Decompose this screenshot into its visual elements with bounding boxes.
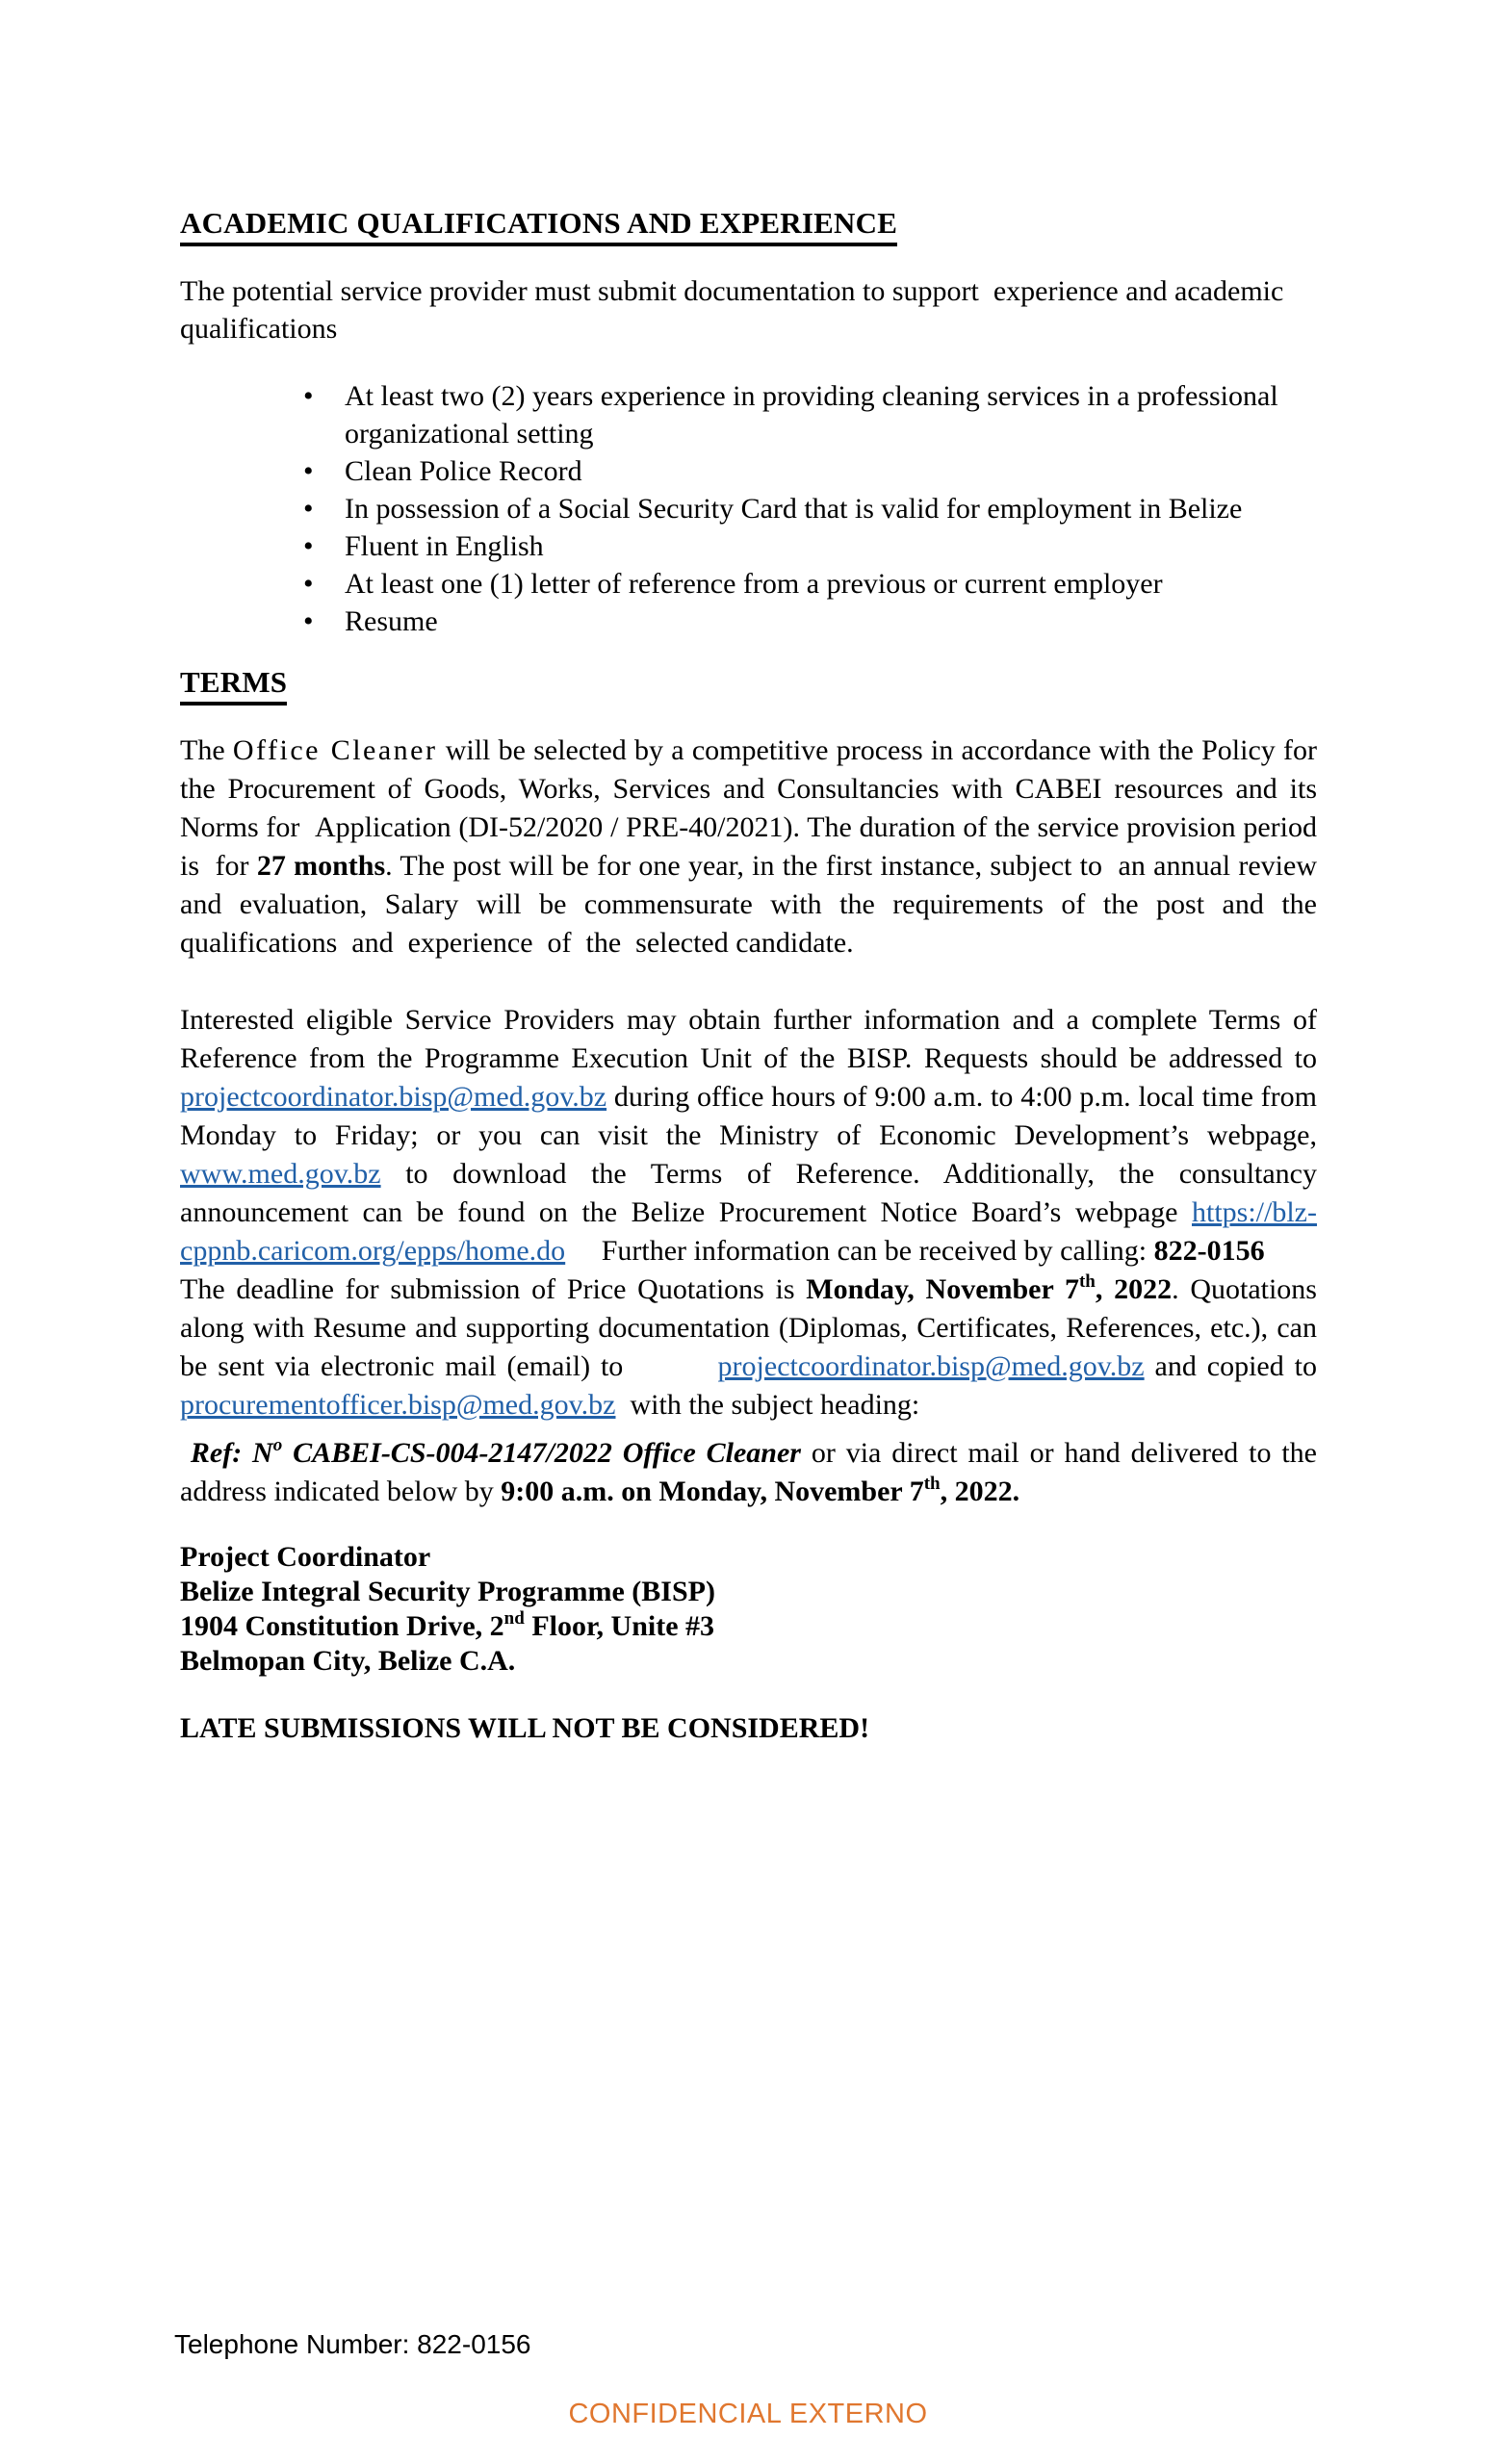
address-block bbox=[180, 1540, 1317, 1679]
projectcoordinator-email-link[interactable]: projectcoordinator.bisp@med.gov.bz bbox=[180, 1081, 607, 1113]
terms-paragraph: The Office Cleaner will be selected by a competitive process in accordance with the Policy for the Procurement of Goods, Works, Services and Consultancies with CABEI resources and its Norms for Application (DI-52/2020 / PRE-40/2021). The duration of the service provision period is for 27 months. The post will be for one year, in the first instance, subject to an annual review and evaluation, Salary will be commensurate with the requirements of the post and the qualifications and experience of the selected candidate. bbox=[180, 734, 1317, 959]
requirement-item: • Fluent in English bbox=[180, 527, 1317, 565]
requirement-item: • Clean Police Record bbox=[180, 452, 1317, 490]
requirement-item: • At least one (1) letter of reference from a previous or current employer bbox=[180, 565, 1317, 603]
procurement-notice-board-link[interactable]: https://blz-cppnb.caricom.org/epps/home.do bbox=[180, 1196, 1317, 1267]
med-website-link[interactable]: www.med.gov.bz bbox=[180, 1158, 381, 1190]
address-line: Belmopan City, Belize C.A. bbox=[180, 1645, 516, 1677]
section-heading-terms bbox=[180, 663, 1317, 706]
procurementofficer-email-link[interactable]: procurementofficer.bisp@med.gov.bz bbox=[180, 1389, 616, 1421]
reference-paragraph: Ref: $N^o$ CABEI-CS-004-2147/2022 Office Cleaner or via direct mail or hand delivered to the address indicated below by 9:00 a.m. on Monday, November 7th, 2022. bbox=[180, 1435, 1317, 1507]
intro-paragraph: The potential service provider must submit documentation to support experience and academic qualifications bbox=[180, 275, 1284, 345]
requirement-item: • In possession of a Social Security Card that is valid for employment in Belize bbox=[180, 490, 1317, 527]
section-heading-text: TERMS bbox=[180, 663, 287, 706]
address-line: Belize Integral Security Programme (BISP) bbox=[180, 1576, 715, 1607]
requirements-list bbox=[180, 377, 1317, 640]
projectcoordinator-email-link-2[interactable]: projectcoordinator.bisp@med.gov.bz bbox=[717, 1350, 1145, 1382]
late-submissions-notice: LATE SUBMISSIONS WILL NOT BE CONSIDERED! bbox=[180, 1712, 870, 1744]
information-paragraph: Interested eligible Service Providers may obtain further information and a complete Terms of Reference from the Programme Execution Unit of the BISP. Requests should be addressed to projectcoordinator.bisp@med.gov.bz during office hours of 9:00 a.m. to 4:00 p.m. local time from Monday to Friday; or you can visit the Ministry of Economic Development’s webpage, www.med.gov.bz to download the Terms of Reference. Additionally, the consultancy announcement can be found on the Belize Procurement Notice Board’s webpage https://blz-cppnb.caricom.org/epps/home.do Further information can be received by calling: 822-0156 bbox=[180, 1004, 1317, 1267]
address-line: Project Coordinator bbox=[180, 1541, 431, 1573]
section-heading-academic-qualifications bbox=[180, 204, 1317, 246]
requirement-item: • Resume bbox=[180, 603, 1317, 640]
requirement-item: • At least two (2) years experience in providing cleaning services in a professional organizational setting bbox=[180, 377, 1317, 452]
telephone-footer: Telephone Number: 822-0156 bbox=[174, 2329, 531, 2359]
deadline-paragraph: The deadline for submission of Price Quotations is Monday, November 7th, 2022. Quotations along with Resume and supporting documentation (Diplomas, Certificates, References, etc.), can be sent via electronic mail (email) to projectcoordinator.bisp@med.gov.bz and copied to procurementofficer.bisp@med.gov.bz with the subject heading: bbox=[180, 1271, 1317, 1421]
section-heading-text: ACADEMIC QUALIFICATIONS AND EXPERIENCE bbox=[180, 204, 897, 246]
confidential-watermark: CONFIDENCIAL EXTERNO bbox=[568, 2399, 928, 2429]
address-line: 1904 Constitution Drive, 2nd Floor, Unite #3 bbox=[180, 1608, 715, 1642]
